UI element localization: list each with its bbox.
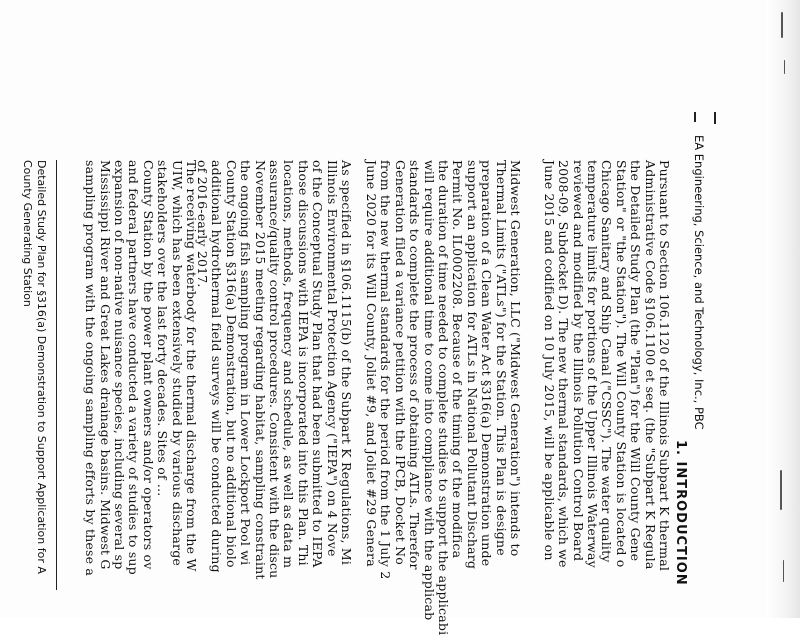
text-line: As specified in §106.1115(b) of the Subpart K Regulations, Mi: [339, 160, 354, 566]
text-line: County Station by the power plant owners and/or operators ov: [140, 160, 156, 570]
scan-speck: [780, 470, 782, 510]
text-line: June 2020 for its Will County, Joliet #9, and Joliet #29 Genera: [364, 160, 379, 567]
text-line: will require additional time to come into compliance with the applicab: [421, 160, 437, 621]
text-line: Station" or "the Station"). The Will County Station is located o: [613, 160, 629, 568]
text-line: Midwest Generation, LLC ("Midwest Generation") intends to: [508, 160, 523, 557]
text-line: Chicago Sanitary and Ship Canal ("CSSC"). The water quality: [599, 160, 615, 563]
text-line: the duration of time needed to complete studies to support the applicabi: [436, 160, 451, 635]
text-line: November 2015 meeting regarding habitat, sampling constraint: [252, 160, 268, 580]
text-line: The receiving waterbody for the thermal discharge from the W: [184, 160, 199, 572]
header-rule-mark: [714, 112, 716, 124]
text-line: from the new thermal standards for the period from the 1 July 2: [378, 160, 394, 580]
text-line: the ongoing fish sampling program in Lower Lockport Pool wi: [238, 160, 254, 566]
text-line: expansion of non-native nuisance species, including several sp: [112, 160, 127, 570]
document-header: EA Engineering, Science, and Technology, Inc., PBC: [692, 135, 706, 430]
scan-speck: [784, 60, 785, 74]
scan-edge-shadow: [766, 0, 800, 618]
text-line: of the Conceptual Study Plan that had been submitted to IEPA: [310, 160, 326, 568]
text-line: stakeholders over the last forty decades. Sites of ...: [155, 160, 171, 497]
footer-line-1: Detailed Study Plan for §316(a) Demonstration to Support Application for A: [35, 160, 48, 574]
text-line: 2008-09, Subdocket D). The new thermal standards, which we: [556, 160, 572, 568]
footer-line-2: County Generating Station: [21, 160, 34, 307]
text-line: preparation of a Clean Water Act §316(a) Demonstration unde: [479, 160, 495, 567]
text-line: UIW, which has been extensively studied by various discharge: [169, 160, 185, 567]
text-line: locations, methods, frequency and schedule, as well as data m: [281, 160, 297, 569]
text-line: Pursuant to Section 106.1120 of the Illinois Subpart K thermal: [657, 160, 672, 572]
text-line: standards to complete the process of obtaining ATLs. Therefor: [407, 160, 423, 570]
text-line: Thermal Limits ("ATLs") for the Station. This Plan is designe: [493, 160, 509, 556]
text-line: Administrative Code §106.1100 et seq. (the "Subpart K Regula: [642, 160, 658, 570]
text-line: sampling program with the ongoing sampling efforts by these a: [83, 160, 99, 577]
text-line: Permit No. IL0002208. Because of the timing of the modifica: [450, 160, 466, 559]
text-line: Generation filed a variance petition with the IPCB, Docket No: [392, 160, 408, 566]
text-line: those discussions with IEPA is incorporated into this Plan. Thi: [295, 160, 311, 566]
section-title: 1. INTRODUCTION: [673, 440, 688, 586]
scan-speck: [781, 12, 783, 38]
text-line: June 2015 and codified on 10 July 2015, will be applicable on: [541, 160, 557, 561]
text-line: of 2016-early 2017.: [195, 160, 210, 288]
text-line: temperature limits for portions of the Upper Illinois Waterway: [585, 160, 600, 568]
text-line: County Station §316(a) Demonstration, but no additional biolo: [223, 160, 239, 568]
scan-speck: [783, 560, 784, 582]
header-rule-mark: [694, 112, 696, 122]
text-line: additional hydrothermal field surveys will be conducted during: [209, 160, 225, 573]
footer-rule: [56, 160, 57, 590]
text-line: reviewed and modified by the Illinois Pollution Control Board: [570, 160, 586, 562]
text-line: and federal partners have conducted a variety of studies to sup: [126, 160, 142, 575]
text-line: the Detailed Study Plan (the "Plan") for the Will County Gene: [628, 160, 644, 562]
text-line: Mississippi River and Great Lakes drainage basins. Midwest G: [97, 160, 113, 570]
text-line: Illinois Environmental Protection Agency ("IEPA") on 4 Nove: [324, 160, 340, 557]
text-line: support an application for ATLs in National Pollutant Discharg: [464, 160, 480, 570]
text-line: assurance/quality control procedures. Consistent with the discu: [267, 160, 282, 579]
